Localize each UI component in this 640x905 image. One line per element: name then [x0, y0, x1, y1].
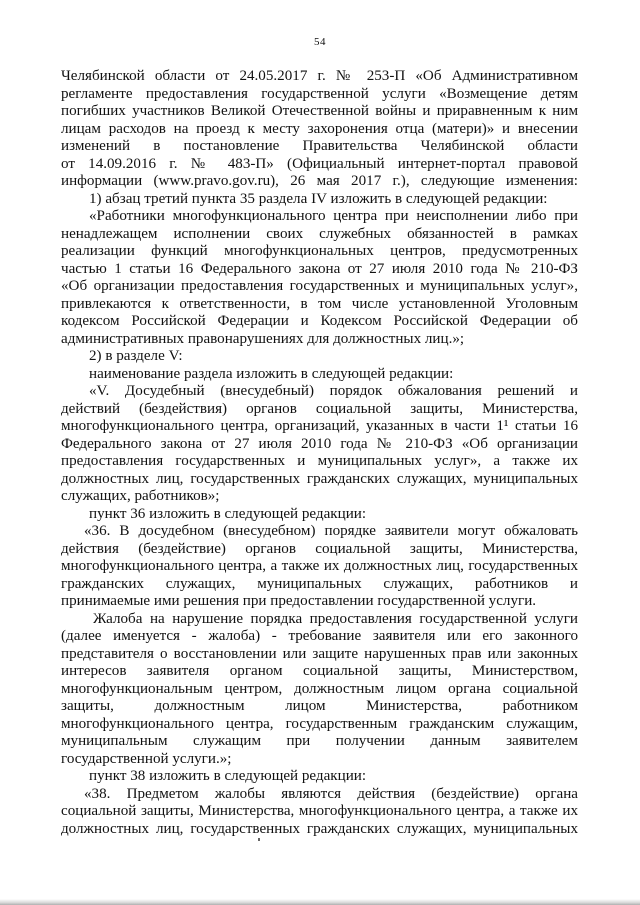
text-line: «38. Предметом жалобы являются действия (бездействие) органа [84, 785, 578, 802]
text-line: принимаемые ими решения при предоставлении государственной услуги. [61, 593, 537, 609]
text-line: муниципальным служащим при получении данным заявителем [61, 733, 578, 749]
text-line: многофункциональным центром, должностным лицом органа социальной [61, 680, 578, 697]
text-line: регламенте предоставления государственной услуги «Возмещение детям [61, 85, 578, 102]
text-line: кодексом Российской Федерации и Кодексом Российской Федерации об [61, 313, 578, 329]
text-line: 1) абзац третий пункта 35 раздела IV изложить в следующей редакции: [89, 190, 548, 207]
text-line: пункт 38 изложить в следующей редакции: [89, 768, 367, 784]
text-line: многофункционального центра, а также их должностных лиц, государственных [61, 558, 578, 574]
text-line: «36. В досудебном (внесудебном) порядке заявители могут обжаловать [84, 523, 578, 539]
page-number: 54 [314, 36, 326, 48]
text-line: административных правонарушениях для должностных лиц.»; [61, 330, 465, 347]
text-line: Федерального закона от 27 июля 2010 года № 210-ФЗ «Об организации [61, 435, 578, 452]
text-line: должностных лиц, государственных гражданских служащих, муниципальных [61, 820, 578, 837]
text-line: «Работники многофункционального центра при неисполнении либо при [89, 208, 578, 224]
text-line: информации (www.pravo.gov.ru), 26 мая 2017 г.), следующие изменения: [61, 173, 578, 189]
text-line: Челябинской области от 24.05.2017 г. № 253-П «Об Административном [61, 68, 578, 84]
scan-dot [258, 838, 260, 841]
text-line: привлекаются к ответственности, в том числе установленной Уголовным [61, 295, 578, 312]
text-line: многофункционального центра, государственным гражданским служащим, [61, 715, 578, 732]
text-line: «V. Досудебный (внесудебный) порядок обжалования решений и [89, 383, 578, 399]
text-line: 2) в разделе V: [89, 348, 183, 364]
text-line: представителя о восстановлении или защите нарушенных прав или законных [61, 645, 578, 662]
text-line: реализации функций многофункциональных центров, предусмотренных [61, 243, 578, 259]
text-line: социальной защиты, Министерства, многофункционального центра, а также их [61, 803, 578, 819]
text-line: многофункционального центра, организаций, указанных в части 1¹ статьи 16 [61, 418, 578, 434]
text-line: частью 1 статьи 16 Федерального закона от 27 июля 2010 года № 210-ФЗ [61, 260, 578, 277]
document-body [61, 68, 578, 838]
text-line: интересов заявителя органом социальной защиты, Министерством, [61, 663, 578, 679]
text-line: действий (бездействия) органов социальной защиты, Министерства, [61, 400, 578, 417]
text-line: гражданских служащих, муниципальных служащих, работников и [61, 575, 578, 592]
text-line: действия (бездействие) органов социальной защиты, Министерства, [61, 540, 578, 557]
text-line: (далее именуется - жалоба) - требование заявителя или его законного [61, 628, 578, 644]
text-line: служащих, работников»; [61, 488, 220, 504]
text-line: государственной услуги.»; [61, 750, 232, 767]
text-line: Жалоба на нарушение порядка предоставления государственной услуги [93, 610, 578, 627]
text-line: должностных лиц, государственных гражданских служащих, муниципальных [61, 470, 578, 487]
text-line: защиты, должностным лицом Министерства, работником [61, 698, 578, 714]
text-line: изменений в постановление Правительства Челябинской области [61, 138, 578, 154]
text-line: «Об организации предоставления государственных и муниципальных услуг», [61, 278, 578, 294]
scan-bottom-edge [0, 899, 640, 905]
text-line: лицам расходов на проезд к месту захоронения отца (матери)» и внесении [61, 120, 578, 137]
text-line: наименование раздела изложить в следующей редакции: [89, 365, 454, 382]
text-line: от 14.09.2016 г. № 483-П» (Официальный интернет-портал правовой [61, 155, 578, 172]
text-line: ненадлежащем исполнении своих служебных обязанностей в рамках [61, 225, 578, 242]
text-line: пункт 36 изложить в следующей редакции: [89, 505, 367, 522]
text-line: погибших участников Великой Отечественной войны и приравненным к ним [61, 103, 578, 119]
text-line: предоставления государственных и муниципальных услуг», а также их [61, 453, 578, 469]
